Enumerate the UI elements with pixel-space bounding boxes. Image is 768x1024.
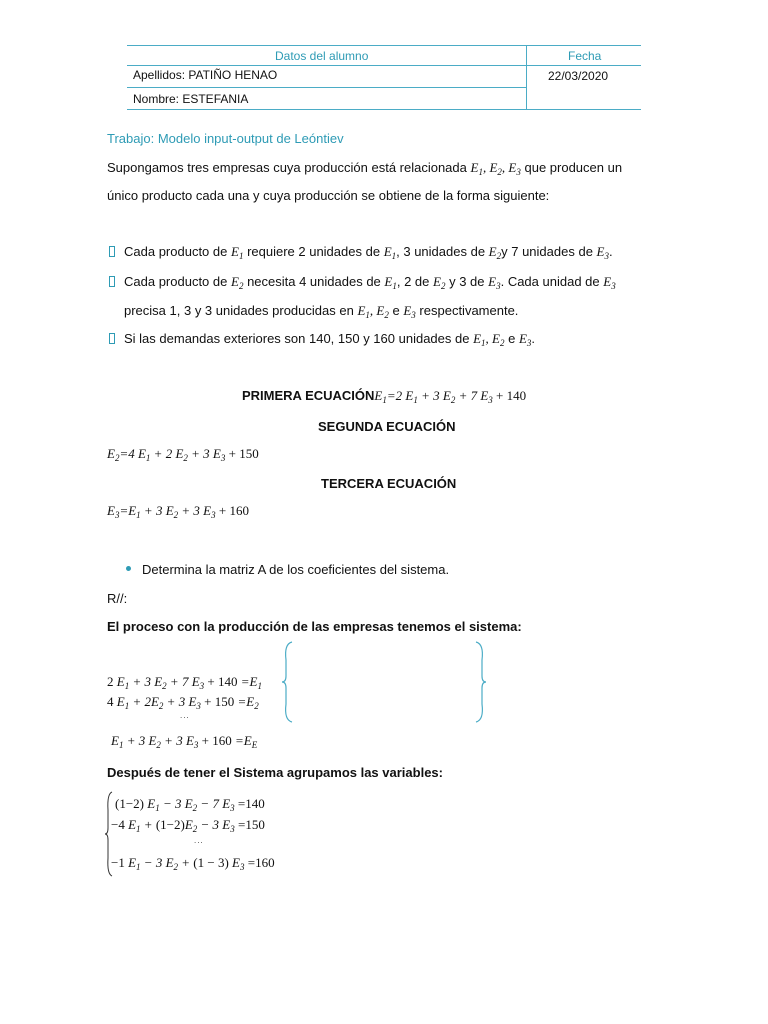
apellidos-cell: Apellidos: PATIÑO HENAO xyxy=(133,68,278,82)
bullet-3-text-b: e xyxy=(508,331,516,346)
math-e1: $E_1$ xyxy=(384,274,397,291)
intro-line-1 xyxy=(107,160,622,176)
bullet-2c-text-b: e xyxy=(392,303,400,318)
fecha-cell: 22/03/2020 xyxy=(548,69,609,83)
bullet-2 xyxy=(124,274,616,290)
primera-label: PRIMERA ECUACIÓN xyxy=(242,388,375,403)
bullet-icon xyxy=(109,246,115,257)
bullet-1-text-d: y 7 unidades de xyxy=(501,244,593,259)
grouped-eq-3: −1 $E_1 - 3$ $E_2 + (1 - 3)$ $E_3 =160$ xyxy=(111,855,275,872)
bullet-icon xyxy=(109,276,115,287)
system-braces xyxy=(280,640,490,724)
math-e1-e2: $E_1$, $E_2$ xyxy=(357,303,389,320)
math-e3: $E_3$ xyxy=(518,331,532,348)
intro-text-b: que producen un xyxy=(524,160,623,175)
table-divider xyxy=(526,45,527,110)
math-e3: $E_3$ xyxy=(596,244,609,261)
nombre-cell: Nombre: ESTEFANIA xyxy=(133,92,249,106)
math-e1-e2: $E_1$, $E_2$ xyxy=(473,331,505,348)
table-header-date: Fecha xyxy=(568,49,602,63)
dot-bullet-icon xyxy=(126,566,131,571)
equation-1: $E_1=2$ $E_1 + 3$ $E_2 + 7$ $E_3 + 140$ xyxy=(374,388,527,405)
bullet-1-text-e: . xyxy=(609,244,613,259)
table-border-top xyxy=(127,45,641,46)
bullet-2-continued xyxy=(124,303,518,319)
math-e3: $E_3$ xyxy=(488,274,501,291)
bullet-2-text-b: necesita 4 unidades de xyxy=(247,274,381,289)
bullet-3-text-c: . xyxy=(531,331,536,346)
system-eq-3: $E_1 + 3$ $E_2 + 3$ $E_3 + 160 =E_E$ xyxy=(111,733,258,750)
grouped-eq-1: (1−2) $E_1 - 3$ $E_2 - 7$ $E_3 =140$ xyxy=(115,796,265,813)
bullet-2-text-a: Cada producto de xyxy=(124,274,228,289)
bullet-1-text-a: Cada producto de xyxy=(124,244,228,259)
bullet-2-text-d: y 3 de xyxy=(449,274,485,289)
student-info-table xyxy=(127,45,641,110)
math-e2: $E_2$ xyxy=(230,274,244,291)
tercera-label: TERCERA ECUACIÓN xyxy=(321,476,457,491)
intro-text-a: Supongamos tres empresas cuya producción está relacionada xyxy=(107,160,467,175)
math-e1: $E_1$ xyxy=(383,244,397,261)
bullet-2-text-e: . Cada unidad de xyxy=(500,274,600,289)
table-header-student: Datos del alumno xyxy=(275,49,369,63)
math-e1: $E_1$ xyxy=(230,244,244,261)
system-eq-2: 4 $E_1 + 2E_2 + 3$ $E_3 + 150 =E_2$ xyxy=(107,694,259,711)
task-text: Determina la matriz A de los coeficientes del sistema. xyxy=(142,562,450,577)
page-title: Trabajo: Modelo input-output de Leóntiev xyxy=(107,131,344,146)
bullet-1 xyxy=(124,244,613,260)
bullet-2c-text-c: respectivamente. xyxy=(419,303,519,318)
table-border-header xyxy=(127,65,641,66)
bullet-icon xyxy=(109,333,115,344)
answer-label: R//: xyxy=(107,591,128,606)
math-e2: $E_2$ xyxy=(433,274,446,291)
intro-line-2: único producto cada una y cuya producción se obtiene de la forma siguiente: xyxy=(107,188,550,203)
bullet-2c-text-a: precisa 1, 3 y 3 unidades producidas en xyxy=(124,303,354,318)
equation-3: $E_3=E_1 + 3$ $E_2 + 3$ $E_3 + 160$ xyxy=(107,503,249,520)
system-eq-1: 2 $E_1 + 3$ $E_2 + 7$ $E_3 + 140 =E_1$ xyxy=(107,674,262,691)
bullet-1-text-b: requiere 2 unidades de xyxy=(247,244,381,259)
right-brace xyxy=(476,642,486,722)
bullet-1-text-c: , 3 unidades de xyxy=(396,244,486,259)
left-brace xyxy=(282,642,292,722)
equation-2: $E_2=4$ $E_1 + 2$ $E_2 + 3$ $E_3 + 150$ xyxy=(107,446,259,463)
bullet-3 xyxy=(124,331,535,347)
math-e3: $E_3$ xyxy=(403,303,416,320)
bullet-2-text-c: , 2 de xyxy=(396,274,430,289)
segunda-label: SEGUNDA ECUACIÓN xyxy=(318,419,456,434)
intro-math-vars: $E_1$, $E_2$, $E_3$ xyxy=(470,160,521,177)
table-border-row xyxy=(127,87,527,88)
math-e3: $E_3$ xyxy=(603,274,616,291)
grouped-eq-2: −4 $E_1 + (1-2)E_2 - 3$ $E_3 =150$ xyxy=(111,817,265,834)
bullet-3-text-a: Si las demandas exteriores son 140, 150 y 160 unidades de xyxy=(124,331,470,346)
agrupamos-text: Después de tener el Sistema agrupamos las variables: xyxy=(107,765,443,780)
ellipsis: ... xyxy=(180,711,190,720)
math-e2: $E_2$ xyxy=(488,244,502,261)
table-border-bottom xyxy=(127,109,641,110)
ellipsis: ... xyxy=(194,836,204,845)
proceso-text: El proceso con la producción de las empresas tenemos el sistema: xyxy=(107,619,522,634)
primera-ecuacion xyxy=(242,388,526,404)
